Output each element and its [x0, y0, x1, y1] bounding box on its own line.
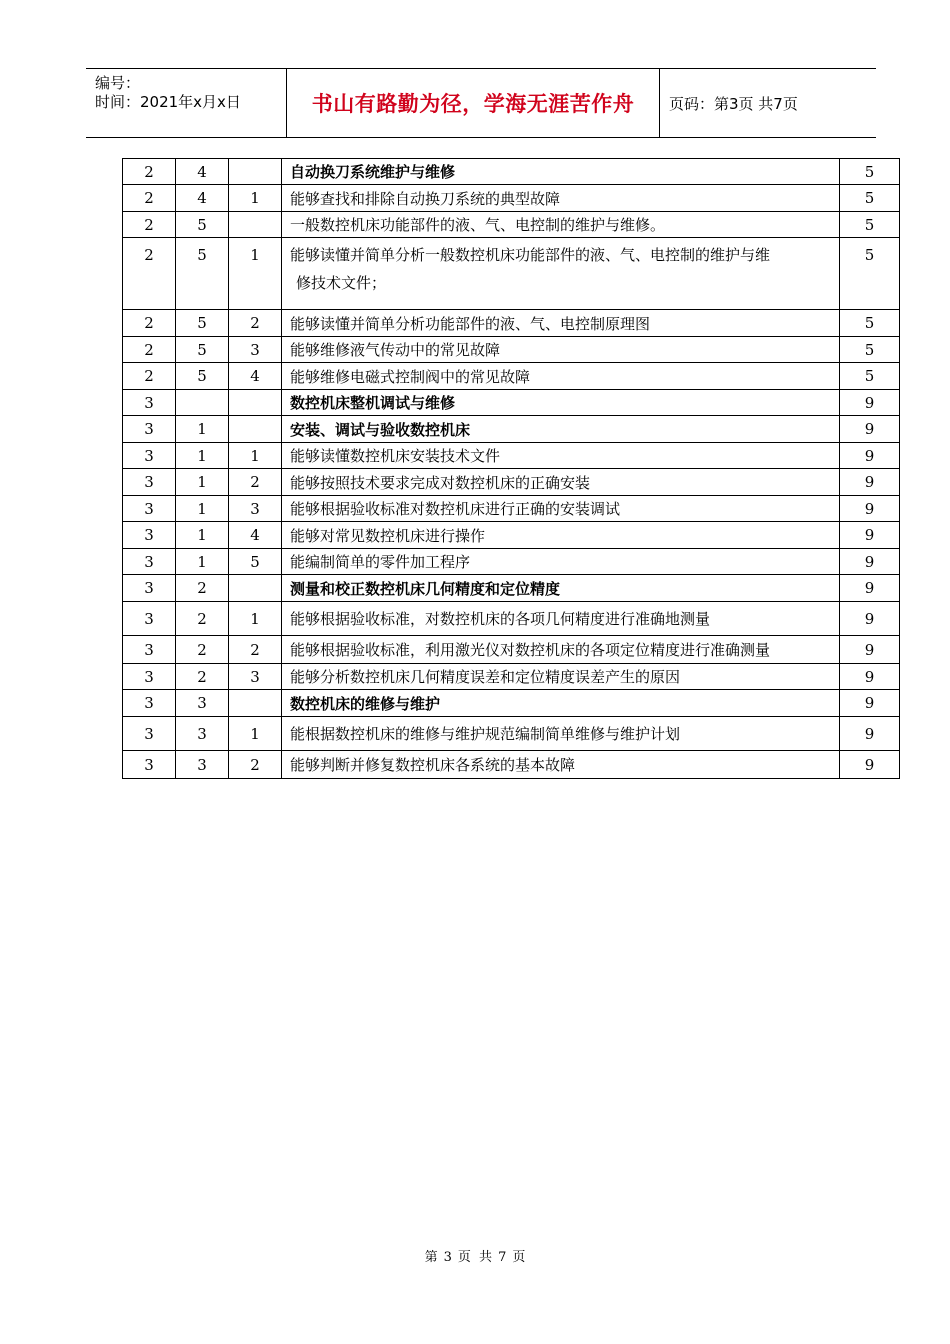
item-description-line: 能够读懂并简单分析一般数控机床功能部件的液、气、电控制的维护与维	[290, 246, 771, 264]
weight-cell: 9	[840, 443, 900, 469]
item-description-cell: 能够读懂数控机床安装技术文件	[282, 443, 840, 469]
item-description-cell: 能够对常见数控机床进行操作	[282, 522, 840, 549]
table-row	[123, 469, 900, 496]
level-1-cell: 3	[123, 575, 176, 602]
level-1-cell: 3	[123, 751, 176, 779]
level-1-cell: 3	[123, 416, 176, 443]
weight-cell: 5	[840, 337, 900, 363]
weight-cell: 5	[840, 363, 900, 390]
level-1-cell: 3	[123, 469, 176, 496]
level-2-cell: 5	[176, 238, 229, 310]
level-1-cell: 2	[123, 363, 176, 390]
footer-suffix: 页	[512, 1250, 526, 1265]
item-description-cell: 能够读懂并简单分析功能部件的液、气、电控制原理图	[282, 310, 840, 337]
level-3-cell: 3	[229, 496, 282, 522]
item-description-cell: 数控机床整机调试与维修	[282, 390, 840, 416]
level-1-cell: 3	[123, 496, 176, 522]
weight-cell: 9	[840, 602, 900, 636]
level-1-cell: 3	[123, 664, 176, 690]
level-1-cell: 3	[123, 690, 176, 717]
level-2-cell: 1	[176, 416, 229, 443]
item-description-cell: 能够根据验收标准，利用激光仪对数控机床的各项定位精度进行准确测量	[282, 636, 840, 664]
table-row	[123, 496, 900, 522]
weight-cell: 5	[840, 159, 900, 185]
level-3-cell: 1	[229, 717, 282, 751]
table-row	[123, 602, 900, 636]
item-description-cell: 能够查找和排除自动换刀系统的典型故障	[282, 185, 840, 212]
item-description-cell: 能够维修液气传动中的常见故障	[282, 337, 840, 363]
item-description-cell: 能够根据验收标准，对数控机床的各项几何精度进行准确地测量	[282, 602, 840, 636]
weight-cell: 9	[840, 469, 900, 496]
item-description-cell: 能够分析数控机床几何精度误差和定位精度误差产生的原因	[282, 664, 840, 690]
level-2-cell: 1	[176, 443, 229, 469]
footer-page-number: 3	[443, 1250, 452, 1265]
footer-total-pages: 7	[498, 1250, 507, 1265]
level-3-cell	[229, 390, 282, 416]
level-2-cell: 5	[176, 363, 229, 390]
item-description-cell: 安装、调试与验收数控机床	[282, 416, 840, 443]
item-description-cell: 自动换刀系统维护与维修	[282, 159, 840, 185]
level-1-cell: 2	[123, 159, 176, 185]
document-number-label: 编号：	[95, 74, 141, 92]
level-3-cell	[229, 416, 282, 443]
table-row	[123, 443, 900, 469]
weight-cell: 9	[840, 390, 900, 416]
weight-cell: 9	[840, 636, 900, 664]
level-1-cell: 3	[123, 549, 176, 575]
level-3-cell: 4	[229, 522, 282, 549]
weight-cell: 5	[840, 212, 900, 238]
level-1-cell: 3	[123, 443, 176, 469]
level-1-cell: 2	[123, 337, 176, 363]
level-3-cell	[229, 212, 282, 238]
level-3-cell: 2	[229, 310, 282, 337]
weight-cell: 9	[840, 664, 900, 690]
level-2-cell: 2	[176, 636, 229, 664]
table-row	[123, 636, 900, 664]
item-description-cell	[282, 238, 840, 310]
item-description-cell: 数控机床的维修与维护	[282, 690, 840, 717]
content-table	[122, 158, 900, 779]
level-2-cell: 3	[176, 690, 229, 717]
header-page-text: 页码：第3页 共7页	[669, 94, 798, 113]
item-description-cell: 能够根据验收标准对数控机床进行正确的安装调试	[282, 496, 840, 522]
table-row	[123, 751, 900, 779]
item-description-cell: 能编制简单的零件加工程序	[282, 549, 840, 575]
table-row	[123, 416, 900, 443]
level-3-cell: 2	[229, 469, 282, 496]
weight-cell: 9	[840, 717, 900, 751]
level-2-cell: 5	[176, 310, 229, 337]
weight-cell: 5	[840, 238, 900, 310]
item-description-cell: 测量和校正数控机床几何精度和定位精度	[282, 575, 840, 602]
level-1-cell: 2	[123, 310, 176, 337]
level-3-cell: 4	[229, 363, 282, 390]
level-1-cell: 2	[123, 212, 176, 238]
table-row	[123, 717, 900, 751]
weight-cell: 9	[840, 751, 900, 779]
item-description-cell: 能够判断并修复数控机床各系统的基本故障	[282, 751, 840, 779]
weight-cell: 9	[840, 522, 900, 549]
level-2-cell: 2	[176, 602, 229, 636]
header-divider	[659, 69, 660, 137]
level-3-cell: 1	[229, 443, 282, 469]
item-description-cell: 能够按照技术要求完成对数控机床的正确安装	[282, 469, 840, 496]
level-3-cell: 1	[229, 238, 282, 310]
level-1-cell: 3	[123, 717, 176, 751]
level-2-cell: 3	[176, 751, 229, 779]
document-time-label: 时间：2021年x月x日	[95, 93, 241, 111]
table-row	[123, 363, 900, 390]
weight-cell: 9	[840, 416, 900, 443]
level-2-cell: 1	[176, 522, 229, 549]
header-page-label	[669, 69, 875, 137]
table-row	[123, 238, 900, 310]
item-description-cell: 一般数控机床功能部件的液、气、电控制的维护与维修。	[282, 212, 840, 238]
level-3-cell: 5	[229, 549, 282, 575]
table-row	[123, 185, 900, 212]
level-2-cell: 1	[176, 496, 229, 522]
level-3-cell: 2	[229, 636, 282, 664]
table-row	[123, 690, 900, 717]
item-description-line: 修技术文件；	[296, 274, 387, 292]
table-row	[123, 310, 900, 337]
footer-mid: 页 共	[457, 1250, 493, 1265]
level-2-cell: 5	[176, 212, 229, 238]
weight-cell: 5	[840, 310, 900, 337]
table-row	[123, 549, 900, 575]
weight-cell: 5	[840, 185, 900, 212]
header-motto: 书山有路勤为径，学海无涯苦作舟	[311, 92, 635, 116]
weight-cell: 9	[840, 549, 900, 575]
level-2-cell: 3	[176, 717, 229, 751]
level-2-cell	[176, 390, 229, 416]
footer-prefix: 第	[424, 1250, 438, 1265]
level-1-cell: 3	[123, 602, 176, 636]
level-1-cell: 3	[123, 522, 176, 549]
table-row	[123, 337, 900, 363]
item-description-cell: 能根据数控机床的维修与维护规范编制简单维修与维护计划	[282, 717, 840, 751]
level-1-cell: 2	[123, 185, 176, 212]
weight-cell: 9	[840, 690, 900, 717]
weight-cell: 9	[840, 575, 900, 602]
page-header	[86, 68, 876, 138]
table-row	[123, 664, 900, 690]
level-2-cell: 2	[176, 575, 229, 602]
level-3-cell: 1	[229, 602, 282, 636]
level-1-cell: 3	[123, 390, 176, 416]
header-meta	[86, 69, 286, 137]
level-3-cell: 3	[229, 337, 282, 363]
level-1-cell: 2	[123, 238, 176, 310]
level-3-cell: 3	[229, 664, 282, 690]
level-3-cell	[229, 159, 282, 185]
page-footer	[0, 1246, 950, 1265]
table-row	[123, 390, 900, 416]
item-description-cell: 能够维修电磁式控制阀中的常见故障	[282, 363, 840, 390]
table-row	[123, 575, 900, 602]
level-3-cell: 2	[229, 751, 282, 779]
level-2-cell: 4	[176, 159, 229, 185]
level-3-cell: 1	[229, 185, 282, 212]
level-2-cell: 1	[176, 549, 229, 575]
table-row	[123, 522, 900, 549]
table-row	[123, 159, 900, 185]
level-2-cell: 2	[176, 664, 229, 690]
level-1-cell: 3	[123, 636, 176, 664]
weight-cell: 9	[840, 496, 900, 522]
level-2-cell: 4	[176, 185, 229, 212]
table-body	[123, 159, 900, 779]
level-3-cell	[229, 575, 282, 602]
level-2-cell: 5	[176, 337, 229, 363]
level-3-cell	[229, 690, 282, 717]
level-2-cell: 1	[176, 469, 229, 496]
table-row	[123, 212, 900, 238]
